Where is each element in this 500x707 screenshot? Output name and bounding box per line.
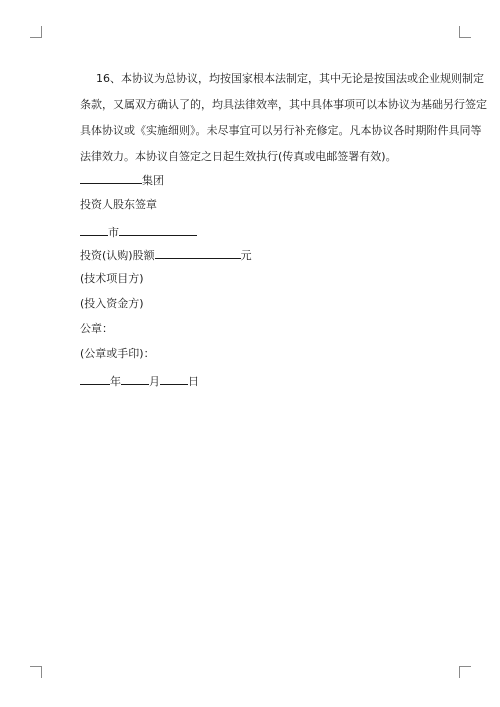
city-detail-blank[interactable] bbox=[119, 224, 197, 236]
clause-line: 条款，又属双方确认了的，均具法律效率，其中具体事项可以本协议为基础另行签定 bbox=[80, 98, 487, 111]
seal-or-fingerprint-line bbox=[80, 347, 155, 361]
city-prefix-blank[interactable] bbox=[80, 224, 108, 236]
day-blank[interactable] bbox=[160, 373, 188, 385]
funding-party-label: (投入资金方) bbox=[80, 297, 144, 310]
currency-unit: 元 bbox=[240, 249, 252, 262]
tech-party-line bbox=[80, 272, 144, 286]
clause-line: 法律效力。本协议自签定之日起生效执行(传真或电邮签署有效)。 bbox=[80, 150, 397, 163]
investor-seal-label: 投资人股东签章 bbox=[80, 198, 157, 211]
official-seal-line bbox=[80, 322, 113, 336]
subscription-amount-blank[interactable] bbox=[155, 247, 241, 259]
funding-party-line bbox=[80, 297, 144, 311]
crop-mark-bottom-left bbox=[30, 666, 42, 678]
city-label: 市 bbox=[108, 226, 119, 239]
official-seal-label: 公章： bbox=[80, 322, 113, 335]
clause-line: 16、本协议为总协议，均按国家根本法制定，其中无论是按国法或企业规则制定 bbox=[96, 72, 484, 85]
crop-mark-bottom-right bbox=[459, 666, 471, 678]
clause-line: 具体协议或《实施细则》。未尽事宜可以另行补充修定。凡本协议各时期附件具同等 bbox=[80, 124, 482, 137]
year-blank[interactable] bbox=[80, 373, 110, 385]
day-label: 日 bbox=[188, 375, 199, 388]
seal-or-fingerprint-label: (公章或手印)： bbox=[80, 347, 155, 360]
investor-seal-line bbox=[80, 198, 157, 212]
month-label: 月 bbox=[149, 375, 160, 388]
clause-16-paragraph bbox=[80, 66, 487, 170]
crop-mark-top-right bbox=[459, 26, 471, 38]
month-blank[interactable] bbox=[121, 373, 149, 385]
subscription-line bbox=[80, 247, 252, 263]
year-label: 年 bbox=[110, 375, 121, 388]
group-name-line bbox=[80, 172, 164, 188]
group-suffix: 集团 bbox=[142, 174, 164, 187]
tech-party-label: (技术项目方) bbox=[80, 272, 144, 285]
date-line bbox=[80, 373, 199, 389]
city-line bbox=[80, 224, 197, 240]
subscription-label: 投资(认购)股额 bbox=[80, 249, 155, 262]
crop-mark-top-left bbox=[30, 26, 42, 38]
group-name-blank[interactable] bbox=[80, 172, 142, 184]
